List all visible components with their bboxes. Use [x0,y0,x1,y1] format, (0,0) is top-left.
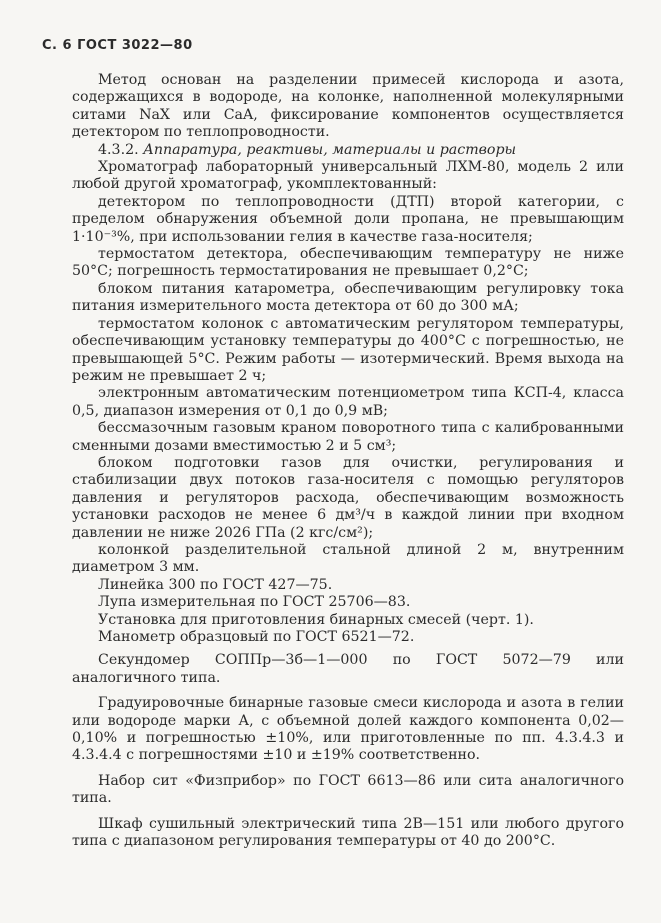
ruler-item: Линейка 300 по ГОСТ 427—75. [98,576,333,593]
document-body [72,72,624,850]
mixture-setup-item: Установка для приготовления бинарных смесей (черт. 1). [98,611,534,628]
detector-item: детектором по теплопроводности (ДТП) второй категории, с пределом обнаружения объемной доли пропана, не превышающим 1·10⁻³%, при использовании гелия в качестве газа-носителя; [72,193,624,245]
detector-thermostat-item: термостатом детектора, обеспечивающим температуру не ниже 50°C; погрешность термостатирования не превышает 0,2°C; [72,246,624,280]
section-number: 4.3.2. [98,141,139,158]
gas-valve-item: бессмазочным газовым краном поворотного типа с калиброванными сменными дозами вместимостью 2 и 5 см³; [72,420,624,454]
page-header: С. 6 ГОСТ 3022—80 [42,38,193,53]
gas-preparation-item: блоком подготовки газов для очистки, регулирования и стабилизации двух потоков газа-носителя с помощью регуляторов давления и регуляторов расхода, обеспечивающим возможность установки расходов не менее 6 дм³/ч в каждой линии при входном давлении не ниже 2026 ГПа (2 кгс/см²); [72,454,624,541]
stopwatch-item: Секундомер СОППр—3б—1—000 по ГОСТ 5072—79 или аналогичного типа. [72,652,624,686]
column-thermostat-item: термостатом колонок с автоматическим регулятором температуры, обеспечивающим установку температуры до 400°С с погрешностью, не превышающей 5°С. Режим работы — изотермический. Время выхода на режим не превышает 2 ч; [72,315,624,384]
method-paragraph: Метод основан на разделении примесей кислорода и азота, содержащихся в водороде, на колонке, наполненной молекулярными ситами NaX или CaA, фиксирование компонентов осуществляется детектором по теплопроводности. [72,72,624,141]
manometer-item: Манометр образцовый по ГОСТ 6521—72. [98,629,415,645]
column-item: колонкой разделительной стальной длиной 2 м, внутренним диаметром 3 мм. [72,541,624,576]
drying-cabinet-item: Шкаф сушильный электрический типа 2В—151 или любого другого типа с диапазоном регулирования температуры от 40 до 200°С. [72,815,624,850]
section-heading [72,142,624,159]
section-title: Аппаратура, реактивы, материалы и растворы [143,141,517,158]
power-unit-item: блоком питания катарометра, обеспечивающим регулировку тока питания измерительного моста детектора от 60 до 300 мА; [72,280,624,315]
calibration-mixtures-item: Градуировочные бинарные газовые смеси кислорода и азота в гелии или водороде марки А, с объемной долей каждого компонента 0,02—0,10% и погрешностью ±10%, или приготовленные по пп. 4.3.4.3 и 4.3.4.4 с погрешностями ±10 и ±19% соответственно. [72,695,624,764]
sieve-set-item: Набор сит «Физприбор» по ГОСТ 6613—86 или сита аналогичного типа. [72,772,624,807]
chromatograph-item: Хроматограф лабораторный универсальный ЛХМ-80, модель 2 или любой другой хроматограф, укомплектованный: [72,159,624,193]
potentiometer-item: электронным автоматическим потенциометром типа КСП-4, класса 0,5, диапазон измерения от 0,1 до 0,9 мВ; [72,385,624,419]
magnifier-item: Лупа измерительная по ГОСТ 25706—83. [98,594,411,611]
